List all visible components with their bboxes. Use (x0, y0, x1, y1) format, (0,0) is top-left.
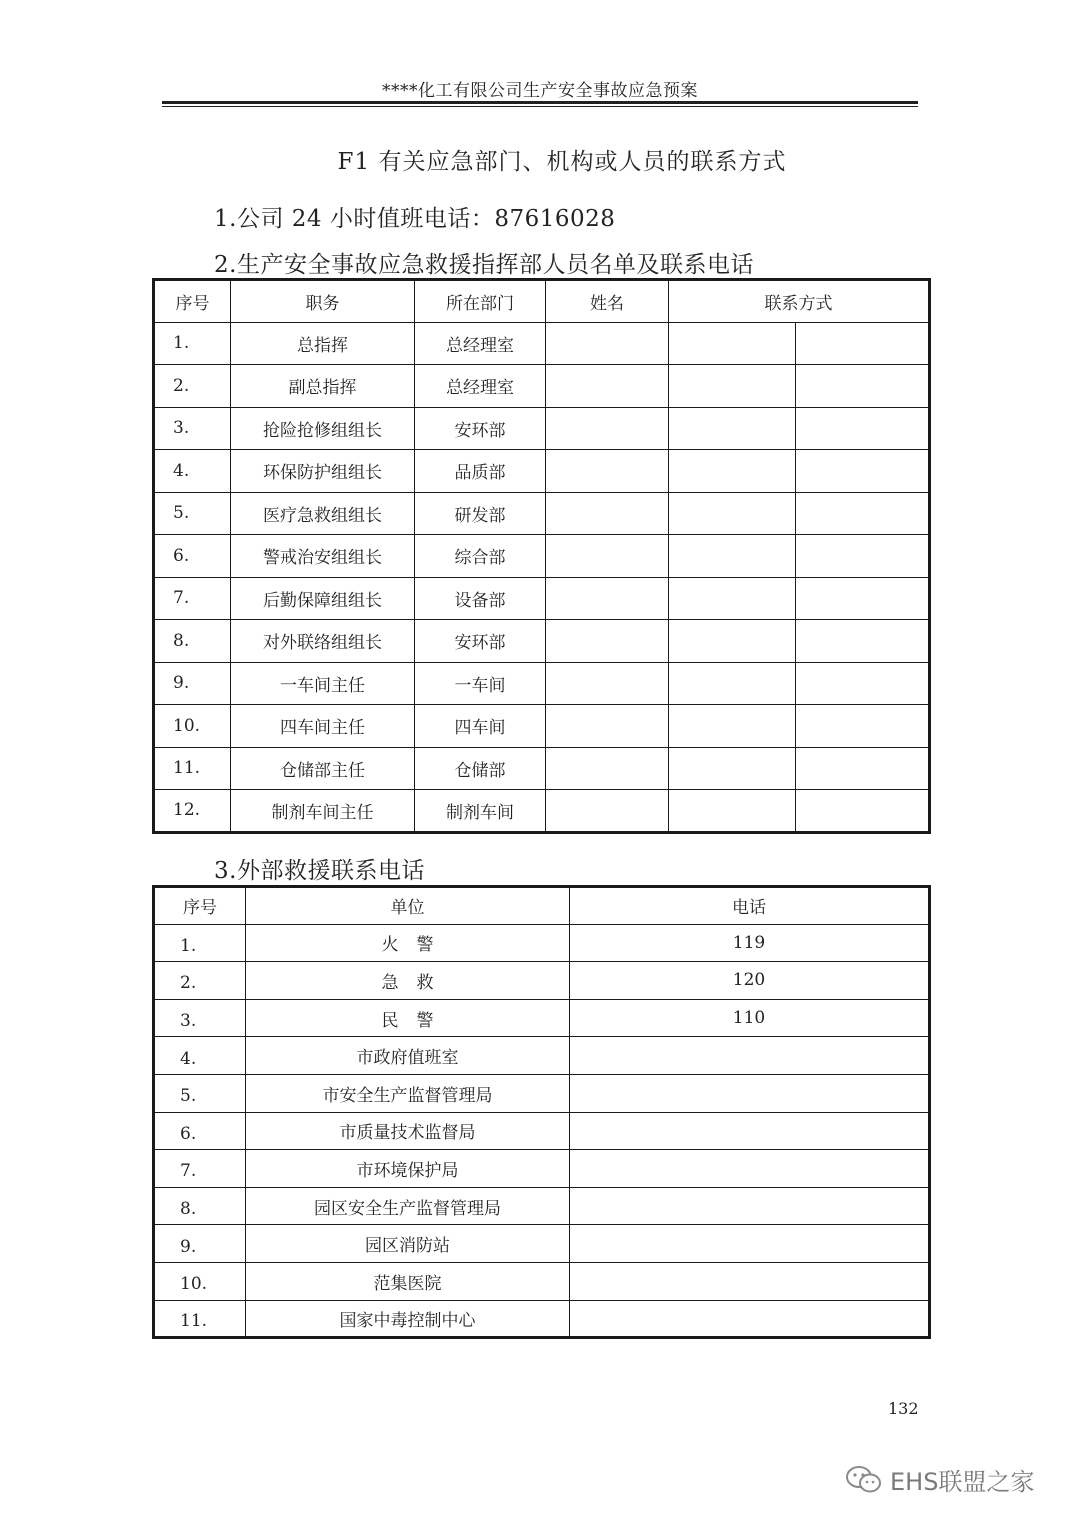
row-seq: 8. (154, 1187, 246, 1225)
header-seq: 序号 (154, 887, 246, 925)
row-role: 仓储部主任 (231, 747, 415, 790)
row-seq: 9. (154, 662, 231, 705)
row-role: 警戒治安组组长 (231, 535, 415, 578)
row-phone (570, 1074, 930, 1112)
row-contact-cell-2 (796, 492, 930, 535)
row-contact-cell-2 (796, 535, 930, 578)
row-phone (570, 1150, 930, 1188)
table-row (154, 1150, 930, 1188)
row-seq: 10. (154, 705, 231, 748)
row-contact-cell-2 (796, 365, 930, 408)
header-contact: 联系方式 (669, 280, 930, 323)
table-row (154, 322, 930, 365)
row-seq: 1. (154, 322, 231, 365)
row-dept: 总经理室 (415, 365, 546, 408)
row-dept: 综合部 (415, 535, 546, 578)
table-row (154, 705, 930, 748)
page-number: 132 (888, 1399, 919, 1418)
row-seq: 10. (154, 1262, 246, 1300)
row-role: 一车间主任 (231, 662, 415, 705)
row-dept: 设备部 (415, 577, 546, 620)
row-dept: 一车间 (415, 662, 546, 705)
row-seq: 8. (154, 620, 231, 663)
header-unit: 单位 (246, 887, 570, 925)
table-row (154, 1262, 930, 1300)
row-dept: 安环部 (415, 407, 546, 450)
row-contact-cell-2 (796, 322, 930, 365)
row-seq: 2. (154, 365, 231, 408)
row-seq: 11. (154, 1300, 246, 1338)
row-dept: 研发部 (415, 492, 546, 535)
row-seq: 12. (154, 790, 231, 833)
header-role: 职务 (231, 280, 415, 323)
row-role: 医疗急救组组长 (231, 492, 415, 535)
row-contact-cell-2 (796, 747, 930, 790)
row-seq: 3. (154, 407, 231, 450)
table-row (154, 999, 930, 1037)
row-phone (570, 1187, 930, 1225)
row-contact-cell (669, 322, 796, 365)
row-role: 后勤保障组组长 (231, 577, 415, 620)
table-row (154, 407, 930, 450)
table-row (154, 1112, 930, 1150)
row-contact-cell (669, 747, 796, 790)
row-contact-cell-2 (796, 705, 930, 748)
row-seq: 4. (154, 450, 231, 493)
row-seq: 6. (154, 1112, 246, 1150)
row-unit: 国家中毒控制中心 (246, 1300, 570, 1338)
header-rule (162, 101, 918, 104)
row-role: 副总指挥 (231, 365, 415, 408)
row-name-cell (546, 790, 669, 833)
row-phone: 120 (570, 962, 930, 1000)
table-row (154, 577, 930, 620)
row-role: 制剂车间主任 (231, 790, 415, 833)
row-name-cell (546, 662, 669, 705)
row-unit: 市安全生产监督管理局 (246, 1074, 570, 1112)
table-row (154, 535, 930, 578)
duty-phone-line: 1.公司 24 小时值班电话：87616028 (214, 206, 616, 232)
header-name: 姓名 (546, 280, 669, 323)
row-dept: 仓储部 (415, 747, 546, 790)
table-row (154, 747, 930, 790)
row-seq: 1. (154, 924, 246, 962)
row-seq: 7. (154, 577, 231, 620)
row-phone (570, 1225, 930, 1263)
row-name-cell (546, 705, 669, 748)
row-dept: 四车间 (415, 705, 546, 748)
row-seq: 4. (154, 1037, 246, 1075)
header-phone: 电话 (570, 887, 930, 925)
row-name-cell (546, 365, 669, 408)
header-dept: 所在部门 (415, 280, 546, 323)
row-seq: 5. (154, 492, 231, 535)
row-name-cell (546, 492, 669, 535)
row-seq: 9. (154, 1225, 246, 1263)
row-name-cell (546, 620, 669, 663)
row-role: 总指挥 (231, 322, 415, 365)
row-contact-cell (669, 620, 796, 663)
table-row (154, 924, 930, 962)
table-row (154, 1074, 930, 1112)
row-seq: 2. (154, 962, 246, 1000)
table-row (154, 1037, 930, 1075)
document-title: F1 有关应急部门、机构或人员的联系方式 (337, 149, 787, 175)
row-role: 环保防护组组长 (231, 450, 415, 493)
row-dept: 安环部 (415, 620, 546, 663)
section-command-heading: 2.生产安全事故应急救援指挥部人员名单及联系电话 (214, 252, 754, 278)
table-row (154, 450, 930, 493)
row-contact-cell-2 (796, 407, 930, 450)
row-name-cell (546, 450, 669, 493)
row-contact-cell-2 (796, 620, 930, 663)
row-contact-cell (669, 492, 796, 535)
row-unit: 民警 (246, 999, 570, 1037)
row-role: 四车间主任 (231, 705, 415, 748)
table-header-row (154, 280, 930, 323)
table-row (154, 962, 930, 1000)
row-phone (570, 1300, 930, 1338)
row-phone (570, 1112, 930, 1150)
row-unit: 园区消防站 (246, 1225, 570, 1263)
row-contact-cell-2 (796, 662, 930, 705)
row-unit: 急救 (246, 962, 570, 1000)
section-rescue-heading: 3.外部救援联系电话 (214, 858, 425, 884)
row-unit: 市政府值班室 (246, 1037, 570, 1075)
header-seq: 序号 (154, 280, 231, 323)
row-contact-cell-2 (796, 790, 930, 833)
row-seq: 5. (154, 1074, 246, 1112)
watermark-text: EHS联盟之家 (890, 1468, 1035, 1496)
table-row (154, 492, 930, 535)
row-contact-cell (669, 535, 796, 578)
row-unit: 火警 (246, 924, 570, 962)
row-contact-cell (669, 790, 796, 833)
row-phone (570, 1262, 930, 1300)
table-row (154, 1300, 930, 1338)
row-contact-cell-2 (796, 450, 930, 493)
header-rule-thin (162, 106, 918, 107)
row-unit: 范集医院 (246, 1262, 570, 1300)
row-seq: 6. (154, 535, 231, 578)
command-contact-table (152, 278, 931, 834)
row-dept: 制剂车间 (415, 790, 546, 833)
row-dept: 总经理室 (415, 322, 546, 365)
external-rescue-table (152, 885, 931, 1339)
row-seq: 7. (154, 1150, 246, 1188)
page-header: ****化工有限公司生产安全事故应急预案 (382, 81, 698, 101)
row-seq: 11. (154, 747, 231, 790)
row-unit: 市质量技术监督局 (246, 1112, 570, 1150)
row-name-cell (546, 577, 669, 620)
row-name-cell (546, 407, 669, 450)
row-contact-cell (669, 450, 796, 493)
watermark (844, 1462, 1034, 1497)
table-row (154, 662, 930, 705)
row-phone: 110 (570, 999, 930, 1037)
row-contact-cell-2 (796, 577, 930, 620)
row-contact-cell (669, 407, 796, 450)
wechat-icon (844, 1464, 884, 1496)
row-contact-cell (669, 662, 796, 705)
row-unit: 园区安全生产监督管理局 (246, 1187, 570, 1225)
row-dept: 品质部 (415, 450, 546, 493)
table-row (154, 1225, 930, 1263)
table-row (154, 1187, 930, 1225)
row-name-cell (546, 535, 669, 578)
table-row (154, 365, 930, 408)
row-seq: 3. (154, 999, 246, 1037)
row-contact-cell (669, 365, 796, 408)
row-phone (570, 1037, 930, 1075)
row-contact-cell (669, 705, 796, 748)
row-phone: 119 (570, 924, 930, 962)
row-role: 抢险抢修组组长 (231, 407, 415, 450)
row-role: 对外联络组组长 (231, 620, 415, 663)
row-name-cell (546, 747, 669, 790)
table-row (154, 620, 930, 663)
row-name-cell (546, 322, 669, 365)
row-unit: 市环境保护局 (246, 1150, 570, 1188)
table-header-row (154, 887, 930, 925)
table-row (154, 790, 930, 833)
row-contact-cell (669, 577, 796, 620)
